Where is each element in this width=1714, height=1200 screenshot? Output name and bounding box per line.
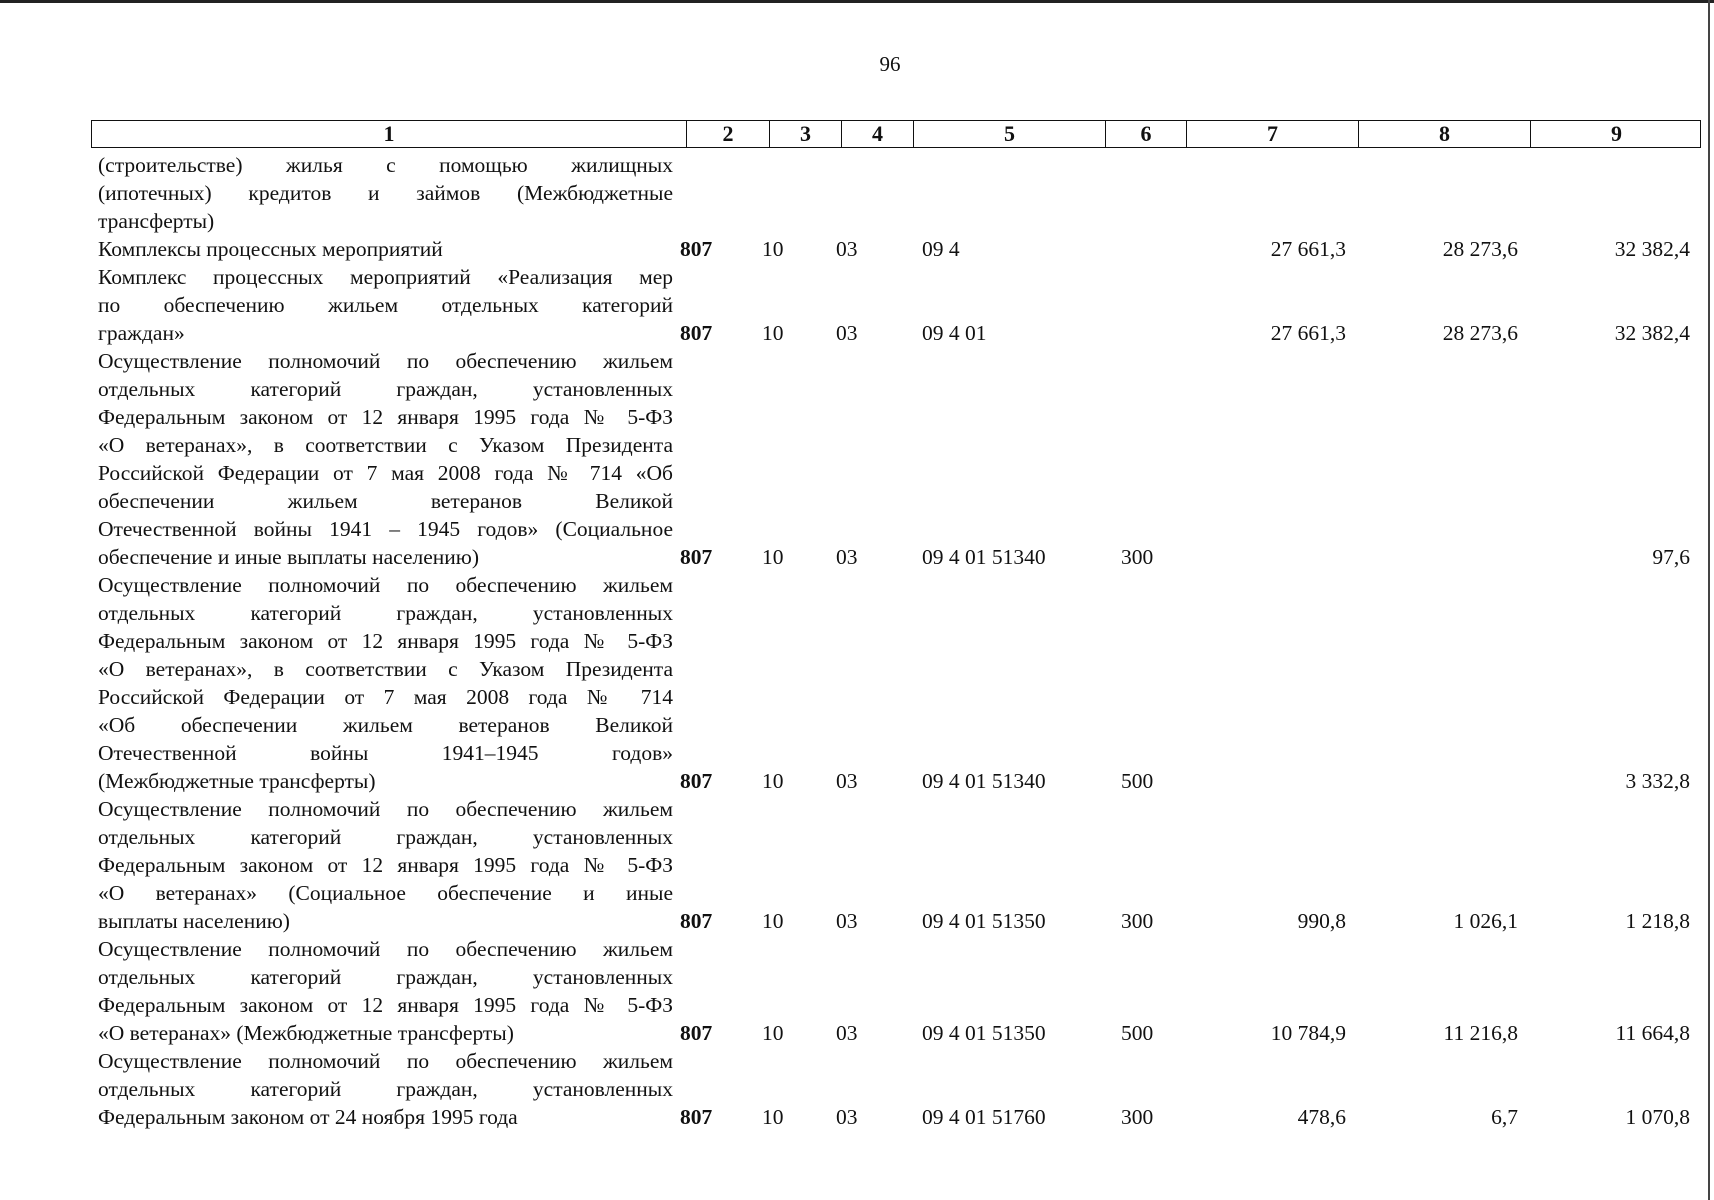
cell-col-9: 32 382,4	[1614, 321, 1690, 345]
description-line: «О ветеранах», в соответствии с Указом Президента	[98, 433, 673, 457]
description-line: (ипотечных) кредитов и займов (Межбюджетные	[98, 181, 673, 205]
cell-col-7: 27 661,3	[1270, 321, 1346, 345]
description-line: Осуществление полномочий по обеспечению жильем	[98, 937, 673, 961]
description-line: отдельных категорий граждан, установленных	[98, 601, 673, 625]
cell-col-6: 500	[1121, 769, 1154, 793]
description-line: «О ветеранах» (Социальное обеспечение и иные	[98, 881, 673, 905]
cell-col-2: 807	[680, 1105, 713, 1129]
cell-col-8: 28 273,6	[1442, 321, 1518, 345]
row-description	[98, 347, 673, 571]
cell-col-2: 807	[680, 909, 713, 933]
top-rule	[0, 0, 1714, 3]
header-col-8: 8	[1358, 121, 1530, 147]
description-line: трансферты)	[98, 209, 215, 233]
cell-col-2: 807	[680, 769, 713, 793]
right-edge-rule	[1708, 0, 1710, 1200]
description-line: (строительстве) жилья с помощью жилищных	[98, 153, 673, 177]
row-description	[98, 795, 673, 935]
header-col-9: 9	[1530, 121, 1702, 147]
cell-col-7: 478,6	[1297, 1105, 1346, 1129]
cell-col-5: 09 4 01 51350	[922, 1021, 1046, 1045]
header-col-1: 1	[383, 121, 395, 146]
description-line: Федеральным законом от 24 ноября 1995 года	[98, 1105, 518, 1129]
cell-col-6: 300	[1121, 545, 1154, 569]
cell-col-3: 10	[762, 321, 784, 345]
cell-col-4: 03	[836, 237, 858, 261]
header-col-7: 7	[1186, 121, 1358, 147]
description-line: «О ветеранах» (Межбюджетные трансферты)	[98, 1021, 514, 1045]
page-number: 96	[879, 52, 901, 76]
description-line: Отечественной войны 1941–1945 годов»	[98, 741, 673, 765]
description-line: Комплекс процессных мероприятий «Реализация мер	[98, 265, 673, 289]
cell-col-6: 300	[1121, 909, 1154, 933]
cell-col-3: 10	[762, 1105, 784, 1129]
cell-col-4: 03	[836, 1021, 858, 1045]
row-description	[98, 263, 673, 347]
description-line: Федеральным законом от 12 января 1995 года № 5-ФЗ	[98, 405, 673, 429]
cell-col-3: 10	[762, 237, 784, 261]
cell-col-9: 32 382,4	[1614, 237, 1690, 261]
cell-col-8: 28 273,6	[1442, 237, 1518, 261]
description-line: Российской Федерации от 7 мая 2008 года № 714	[98, 685, 673, 709]
cell-col-4: 03	[836, 1105, 858, 1129]
cell-col-5: 09 4 01 51340	[922, 769, 1046, 793]
cell-col-8: 6,7	[1491, 1105, 1518, 1129]
description-line: Осуществление полномочий по обеспечению жильем	[98, 573, 673, 597]
cell-col-5: 09 4 01 51350	[922, 909, 1046, 933]
description-line: обеспечении жильем ветеранов Великой	[98, 489, 673, 513]
cell-col-9: 11 664,8	[1615, 1021, 1690, 1045]
description-line: Федеральным законом от 12 января 1995 года № 5-ФЗ	[98, 629, 673, 653]
description-line: отдельных категорий граждан, установленных	[98, 825, 673, 849]
cell-col-2: 807	[680, 545, 713, 569]
description-line: по обеспечению жильем отдельных категорий	[98, 293, 673, 317]
cell-col-5: 09 4 01 51760	[922, 1105, 1046, 1129]
cell-col-4: 03	[836, 769, 858, 793]
description-line: Осуществление полномочий по обеспечению жильем	[98, 1049, 673, 1073]
cell-col-7: 10 784,9	[1270, 1021, 1346, 1045]
description-line: Федеральным законом от 12 января 1995 года № 5-ФЗ	[98, 993, 673, 1017]
table-header-row	[91, 120, 1701, 148]
cell-col-5: 09 4 01 51340	[922, 545, 1046, 569]
description-line: отдельных категорий граждан, установленных	[98, 1077, 673, 1101]
cell-col-3: 10	[762, 909, 784, 933]
cell-col-6: 500	[1121, 1021, 1154, 1045]
cell-col-3: 10	[762, 545, 784, 569]
description-line: Осуществление полномочий по обеспечению жильем	[98, 797, 673, 821]
cell-col-3: 10	[762, 1021, 784, 1045]
row-description	[98, 151, 673, 235]
cell-col-9: 97,6	[1652, 545, 1690, 569]
cell-col-4: 03	[836, 545, 858, 569]
description-line: обеспечение и иные выплаты населению)	[98, 545, 480, 569]
row-description	[98, 571, 673, 795]
cell-col-8: 1 026,1	[1453, 909, 1518, 933]
description-line: (Межбюджетные трансферты)	[98, 769, 376, 793]
description-line: Комплексы процессных мероприятий	[98, 237, 443, 261]
row-description	[98, 235, 673, 263]
cell-col-3: 10	[762, 769, 784, 793]
header-col-3: 3	[769, 121, 841, 147]
cell-col-5: 09 4	[922, 237, 960, 261]
description-line: Российской Федерации от 7 мая 2008 года № 714 «Об	[98, 461, 673, 485]
cell-col-2: 807	[680, 237, 713, 261]
description-line: отдельных категорий граждан, установленных	[98, 965, 673, 989]
description-line: «О ветеранах», в соответствии с Указом Президента	[98, 657, 673, 681]
cell-col-2: 807	[680, 1021, 713, 1045]
cell-col-9: 1 070,8	[1625, 1105, 1690, 1129]
cell-col-4: 03	[836, 321, 858, 345]
cell-col-8: 11 216,8	[1443, 1021, 1518, 1045]
description-line: «Об обеспечении жильем ветеранов Великой	[98, 713, 673, 737]
description-line: граждан»	[98, 321, 185, 345]
cell-col-9: 3 332,8	[1625, 769, 1690, 793]
header-col-6: 6	[1105, 121, 1186, 147]
cell-col-5: 09 4 01	[922, 321, 987, 345]
description-line: выплаты населению)	[98, 909, 290, 933]
row-description	[98, 1047, 673, 1131]
cell-col-9: 1 218,8	[1625, 909, 1690, 933]
header-col-4: 4	[841, 121, 913, 147]
cell-col-7: 990,8	[1297, 909, 1346, 933]
header-col-2: 2	[686, 121, 769, 147]
description-line: отдельных категорий граждан, установленных	[98, 377, 673, 401]
cell-col-6: 300	[1121, 1105, 1154, 1129]
cell-col-4: 03	[836, 909, 858, 933]
description-line: Федеральным законом от 12 января 1995 года № 5-ФЗ	[98, 853, 673, 877]
row-description	[98, 935, 673, 1047]
description-line: Осуществление полномочий по обеспечению жильем	[98, 349, 673, 373]
cell-col-2: 807	[680, 321, 713, 345]
header-col-5: 5	[913, 121, 1105, 147]
cell-col-7: 27 661,3	[1270, 237, 1346, 261]
description-line: Отечественной войны 1941 – 1945 годов» (Социальное	[98, 517, 673, 541]
